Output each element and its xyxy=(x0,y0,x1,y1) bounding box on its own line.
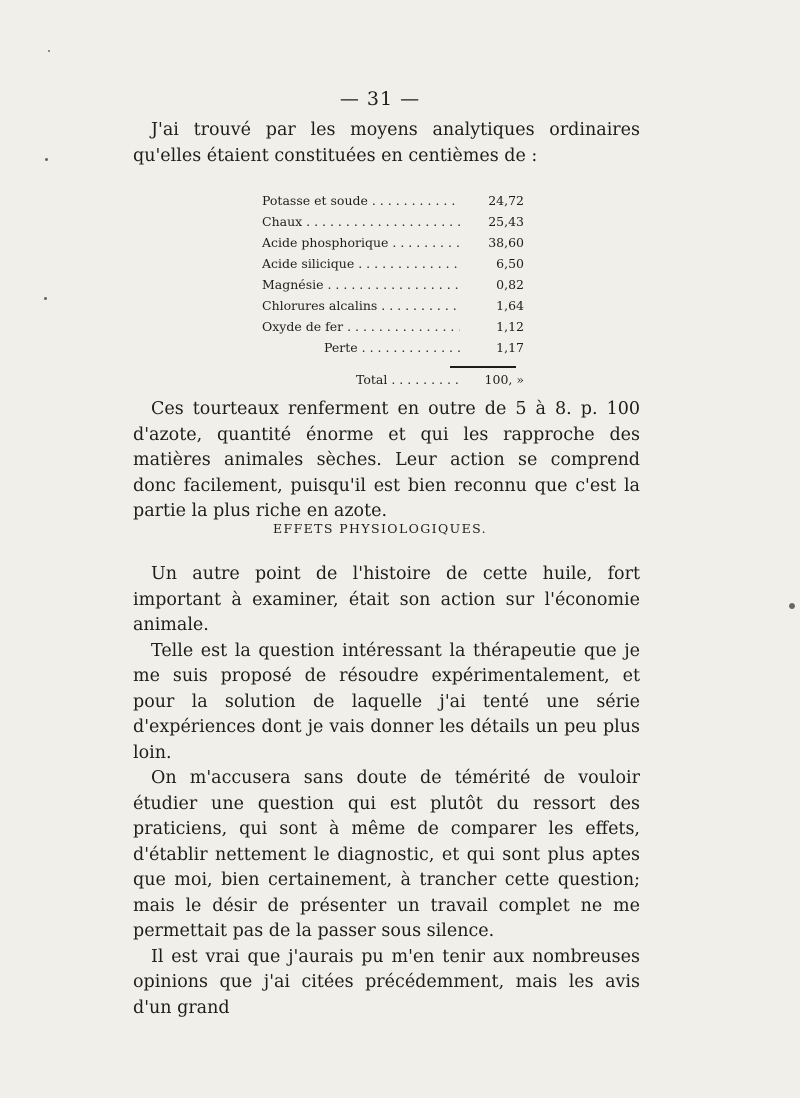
row-value: 25,43 xyxy=(488,214,524,229)
intro-text: J'ai trouvé par les moyens analytiques ordinaires qu'elles étaient constituées en centièmes de : xyxy=(133,120,640,166)
paper-speck xyxy=(45,158,48,161)
body-paragraph: Il est vrai que j'aurais pu m'en tenir aux nombreuses opinions que j'ai citées précédemment, mais les avis d'un grand xyxy=(133,946,640,1018)
row-value: 6,50 xyxy=(496,256,524,271)
body-paragraph: Telle est la question intéressant la thérapeutie que je me suis proposé de résoudre expérimentalement, et pour la solution de laquelle j'ai tenté une série d'expériences dont je vais donner les détails un peu plus loin. xyxy=(133,640,640,763)
composition-table xyxy=(262,190,524,390)
row-value: 1,17 xyxy=(496,340,524,355)
body-paragraph: Un autre point de l'histoire de cette huile, fort important à examiner, était son action sur l'économie animale. xyxy=(133,564,640,635)
table-row xyxy=(262,337,524,358)
row-value: 1,12 xyxy=(496,319,524,334)
row-label: Perte . . . xyxy=(262,337,460,358)
total-value: 100, » xyxy=(484,372,524,387)
paper-speck xyxy=(789,603,795,609)
row-label: Acide phosphorique . . . xyxy=(262,232,460,253)
table-row xyxy=(262,253,524,274)
row-label: Oxyde de fer . . . xyxy=(262,316,460,337)
row-value: 1,64 xyxy=(496,298,524,313)
row-value: 24,72 xyxy=(488,193,524,208)
row-value: 38,60 xyxy=(488,235,524,250)
table-row xyxy=(262,232,524,253)
total-rule xyxy=(450,366,516,368)
table-row xyxy=(262,190,524,211)
table-row xyxy=(262,295,524,316)
row-label: Acide silicique . . . xyxy=(262,253,460,274)
row-label: Chlorures alcalins . . . xyxy=(262,295,460,316)
page-number: — 31 — xyxy=(339,88,421,110)
paper-speck xyxy=(44,297,47,300)
intro-paragraph xyxy=(133,118,640,169)
total-label: Total . . . xyxy=(262,369,460,390)
section-heading: EFFETS PHYSIOLOGIQUES. xyxy=(272,521,488,536)
table-row xyxy=(262,316,524,337)
paragraph-text: Ces tourteaux renferment en outre de 5 à 8. p. 100 d'azote, quantité énorme et qui les rapproche des matières animales sèches. Leur action se comprend donc facilement, puisqu'il est bien reconnu que c'est la partie la plus riche en azote. xyxy=(133,399,640,521)
table-row xyxy=(262,274,524,295)
total-row xyxy=(262,369,524,390)
row-label: Chaux . . . xyxy=(262,211,460,232)
nitrogen-paragraph xyxy=(133,397,640,525)
body-paragraph: On m'accusera sans doute de témérité de vouloir étudier une question qui est plutôt du ressort des praticiens, qui sont à même de comparer les effets, d'établir nettement le diagnostic, et qui sont plus aptes que moi, bien certainement, à trancher cette question; mais le désir de présenter un travail complet ne me permettait pas de la passer sous silence. xyxy=(133,768,640,941)
table-row xyxy=(262,211,524,232)
row-label: Magnésie . . . xyxy=(262,274,460,295)
row-value: 0,82 xyxy=(496,277,524,292)
paper-speck xyxy=(48,50,50,52)
row-label: Potasse et soude . . . xyxy=(262,190,460,211)
body-text xyxy=(133,562,640,1021)
